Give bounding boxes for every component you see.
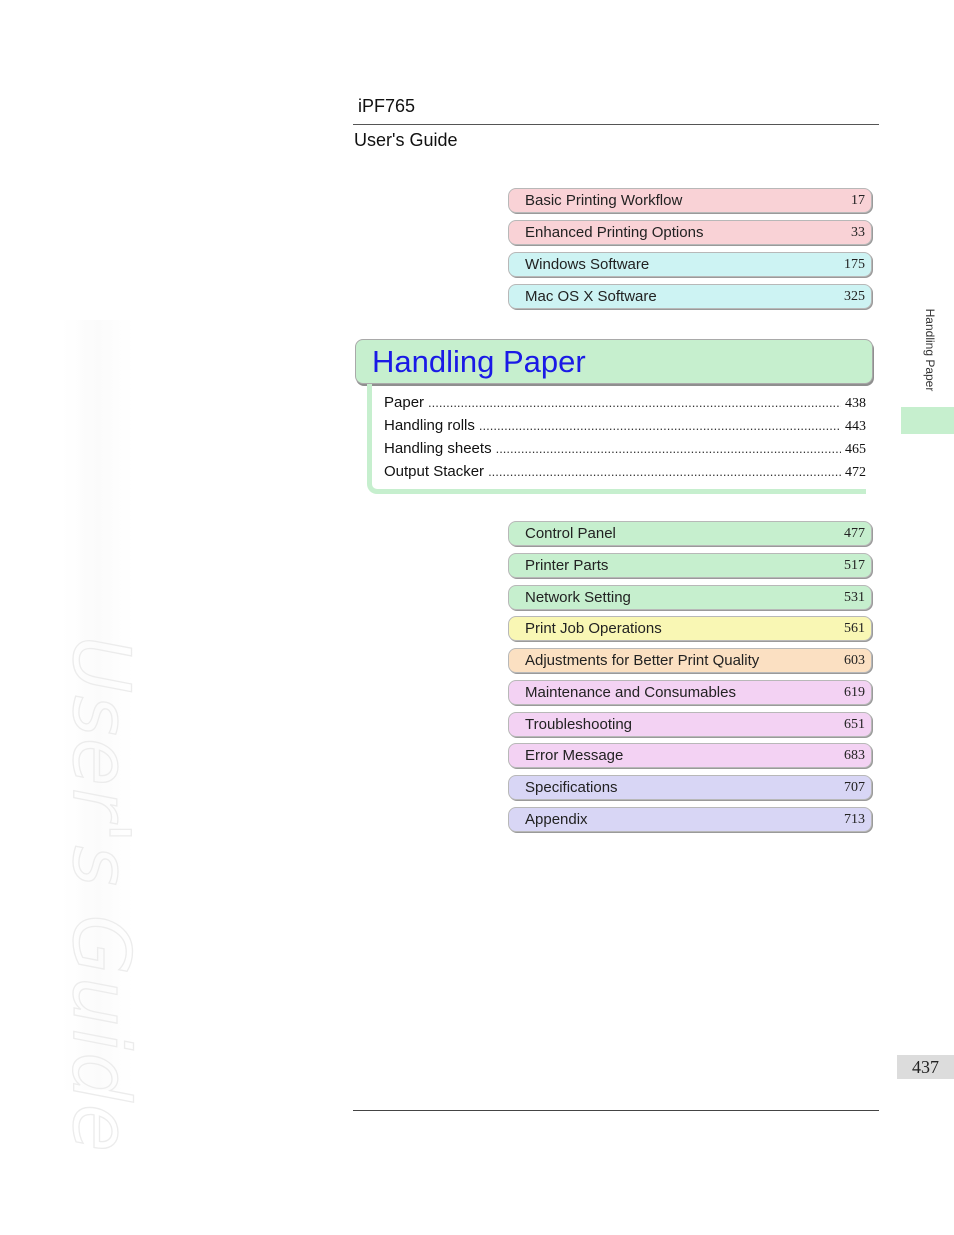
chapter-link[interactable] [508,775,872,800]
section-page: 438 [845,396,866,411]
section-title: Handling rolls [384,417,475,434]
chapter-title: Mac OS X Software [525,288,657,305]
footer-rule [353,1110,879,1111]
section-title: Handling sheets [384,440,492,457]
chapter-title: Printer Parts [525,557,609,574]
chapter-title: Troubleshooting [525,716,633,733]
chapter-title: Adjustments for Better Print Quality [525,652,760,669]
section-link[interactable] [384,463,866,483]
chapter-title: Windows Software [525,256,650,273]
section-title: Output Stacker [384,463,485,480]
chapter-title: Appendix [525,811,588,828]
section-page: 472 [845,465,866,480]
current-chapter-title: Handling Paper [372,344,586,379]
chapter-title: Network Setting [525,589,631,606]
chapter-page: 325 [844,289,865,304]
chapter-page: 713 [844,812,865,827]
chapter-link[interactable] [508,712,872,737]
chapter-link[interactable] [508,680,872,705]
chapter-link[interactable] [508,521,872,546]
section-page: 443 [845,419,866,434]
section-title: Paper [384,394,425,411]
chapter-title: Enhanced Printing Options [525,224,704,241]
chapter-link[interactable] [508,252,872,277]
chapter-title: Print Job Operations [525,620,662,637]
chapter-title: Error Message [525,747,624,764]
chapter-link[interactable] [508,807,872,832]
chapter-link[interactable] [508,553,872,578]
chapter-page: 17 [851,193,865,208]
chapter-link[interactable] [508,284,872,309]
section-link[interactable] [384,417,866,437]
section-page: 465 [845,442,866,457]
chapter-page: 561 [844,621,865,636]
chapter-page: 33 [851,225,865,240]
section-link[interactable] [384,394,866,414]
guide-title: User's Guide [354,130,458,150]
chapter-title: Specifications [525,779,618,796]
chapter-page: 517 [844,558,865,573]
chapter-page: 707 [844,780,865,795]
product-model: iPF765 [358,96,416,116]
header-rule [353,124,879,125]
side-tab-label: Handling Paper [923,308,937,392]
dot-leader [428,395,841,410]
chapter-page: 619 [844,685,865,700]
chapter-page: 531 [844,590,865,605]
chapter-title: Control Panel [525,525,616,542]
chapter-page: 175 [844,257,865,272]
page-number: 437 [897,1055,954,1079]
dot-leader [496,441,841,456]
chapter-page: 477 [844,526,865,541]
chapter-link[interactable] [508,220,872,245]
dot-leader [479,418,841,433]
chapter-link[interactable] [508,188,872,213]
chapter-page: 651 [844,717,865,732]
chapter-page: 603 [844,653,865,668]
chapter-link[interactable] [508,616,872,641]
side-tab-marker [901,407,954,434]
chapter-title: Basic Printing Workflow [525,192,683,209]
chapter-link[interactable] [508,585,872,610]
dot-leader [488,464,841,479]
section-link[interactable] [384,440,866,460]
watermark: User's Guide [55,636,145,1154]
chapter-page: 683 [844,748,865,763]
chapter-title: Maintenance and Consumables [525,684,736,701]
chapter-link[interactable] [508,648,872,673]
chapter-link[interactable] [508,743,872,768]
current-chapter-header [355,339,873,384]
